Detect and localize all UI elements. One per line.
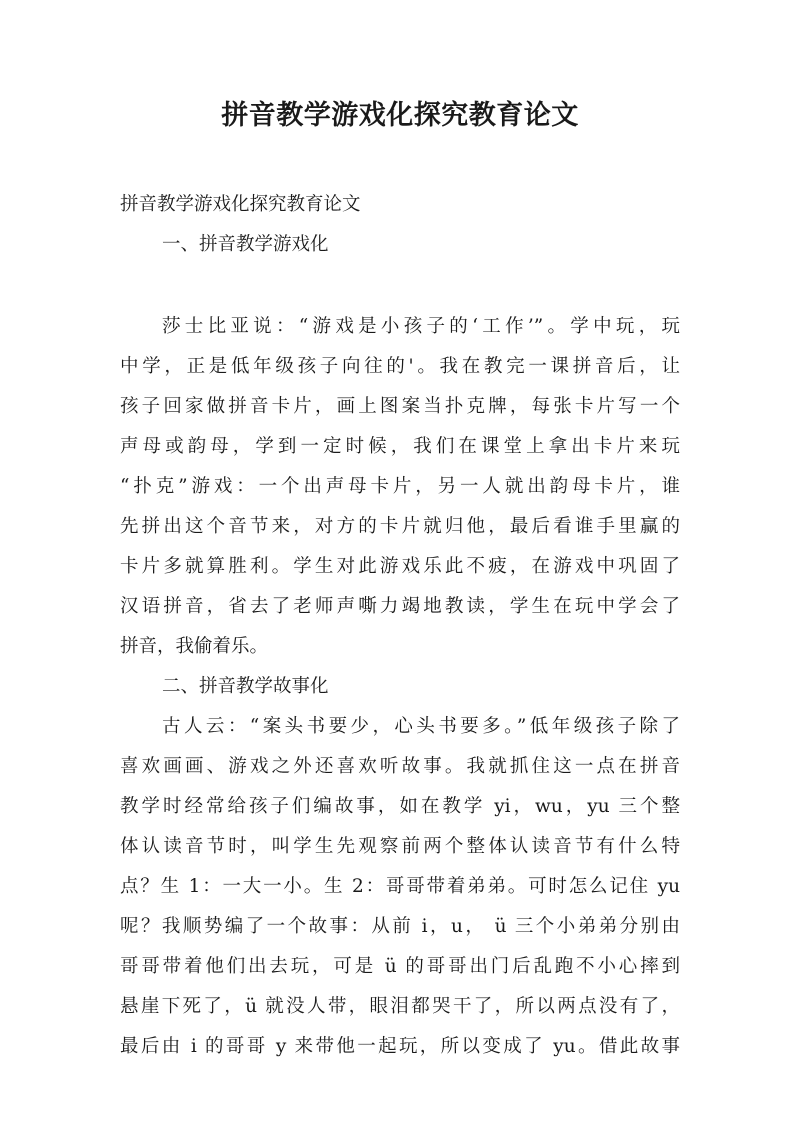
- paragraph-line: “扑克”游戏：一个出声母卡片，另一人就出韵母卡片，谁: [120, 476, 680, 497]
- section-paragraph: [120, 707, 680, 1067]
- section-heading: 一、拼音教学游戏化: [162, 234, 329, 255]
- paragraph-line: 拼音，我偷着乐。: [120, 636, 269, 657]
- blank-line: [120, 265, 680, 307]
- paragraph-line: 教学时经常给孩子们编故事，如在教学 yi，wu，yu 三个整: [120, 796, 680, 817]
- document-subtitle: 拼音教学游戏化探究教育论文: [120, 194, 361, 215]
- paragraph-line: 先拼出这个音节来，对方的卡片就归他，最后看谁手里赢的: [120, 516, 680, 537]
- section-heading: 二、拼音教学故事化: [162, 676, 329, 697]
- document-body: [120, 185, 680, 1067]
- paragraph-line: 呢？我顺势编了一个故事：从前 i，u， ü 三个小弟弟分别由: [120, 916, 680, 937]
- paragraph-line: 喜欢画画、游戏之外还喜欢听故事。我就抓住这一点在拼音: [120, 756, 680, 777]
- paragraph-line: 声母或韵母，学到一定时候，我们在课堂上拿出卡片来玩: [120, 436, 680, 457]
- paragraph-line: 悬崖下死了，ü 就没人带，眼泪都哭干了，所以两点没有了，: [120, 996, 680, 1017]
- paragraph-line: 孩子回家做拼音卡片，画上图案当扑克牌，每张卡片写一个: [120, 396, 680, 417]
- paragraph-line: 卡片多就算胜利。学生对此游戏乐此不疲，在游戏中巩固了: [120, 556, 680, 577]
- paragraph-line: 中学，正是低年级孩子向往的'。我在教完一课拼音后，让: [120, 356, 680, 377]
- paragraph-line: 哥哥带着他们出去玩，可是 ü 的哥哥出门后乱跑不小心摔到: [120, 956, 680, 977]
- document-title: 拼音教学游戏化探究教育论文: [221, 100, 579, 131]
- paragraph-line: 莎士比亚说：“游戏是小孩子的‘工作’”。学中玩，玩: [162, 316, 680, 337]
- paragraph-line: 最后由 i 的哥哥 y 来带他一起玩，所以变成了 yu。借此故事: [120, 1036, 680, 1057]
- paragraph-line: 点？生 1：一大一小。生 2：哥哥带着弟弟。可时怎么记住 yu: [120, 876, 680, 897]
- paragraph-line: 体认读音节时，叫学生先观察前两个整体认读音节有什么特: [120, 836, 680, 857]
- paragraph-line: 汉语拼音，省去了老师声嘶力竭地教读，学生在玩中学会了: [120, 596, 680, 617]
- section-paragraph: [120, 307, 680, 667]
- paragraph-line: 古人云：“案头书要少，心头书要多。”低年级孩子除了: [162, 716, 680, 737]
